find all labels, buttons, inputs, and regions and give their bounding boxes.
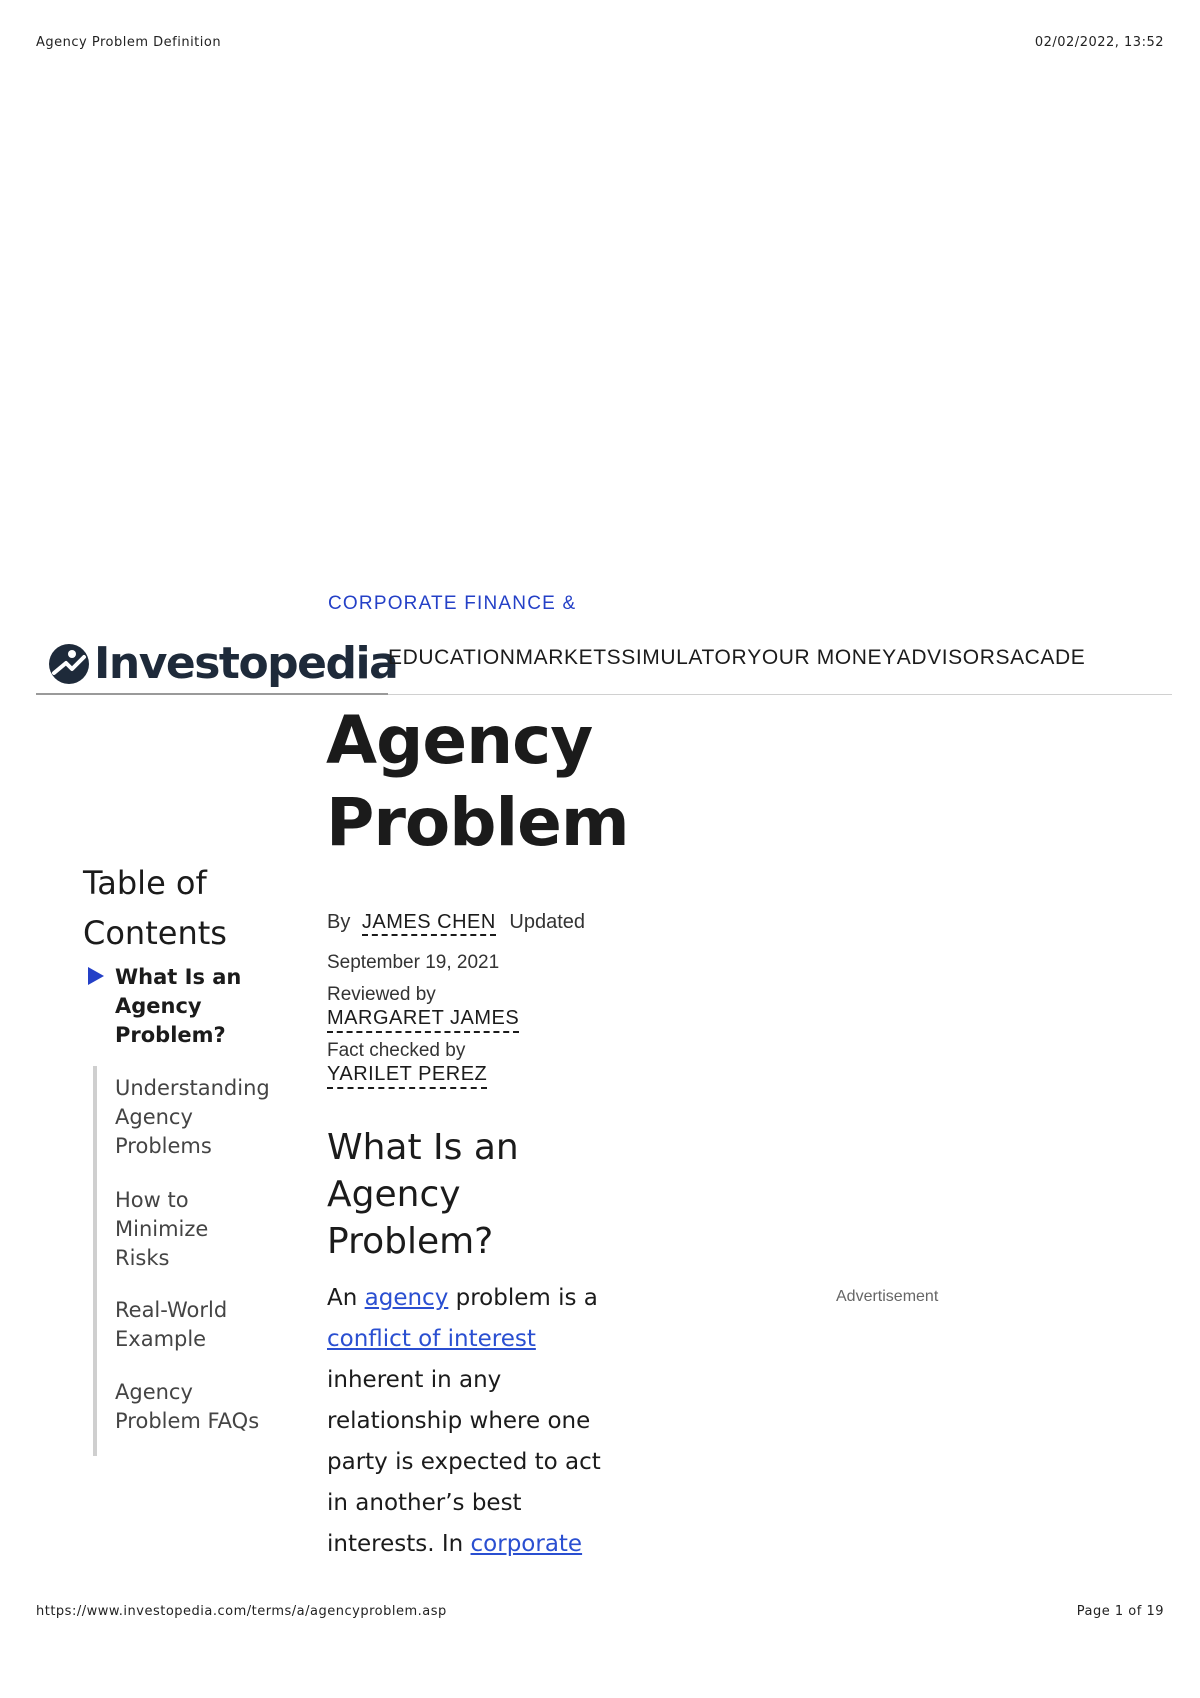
corporate-link[interactable]: corporate bbox=[470, 1531, 583, 1557]
section-heading bbox=[327, 1124, 519, 1265]
body-text: An bbox=[327, 1285, 358, 1311]
body-line: party is expected to act bbox=[327, 1449, 601, 1475]
toc-item-understanding[interactable] bbox=[115, 1074, 270, 1161]
section-heading-line: Problem? bbox=[327, 1221, 494, 1262]
article-title bbox=[326, 700, 629, 864]
print-timestamp: 02/02/2022, 13:52 bbox=[1034, 35, 1164, 50]
author-link[interactable]: JAMES CHEN bbox=[362, 911, 496, 936]
site-logo[interactable] bbox=[48, 638, 397, 689]
triangle-right-icon bbox=[88, 967, 104, 990]
reviewer-link[interactable]: MARGARET JAMES bbox=[327, 1007, 519, 1033]
advertisement-label: Advertisement bbox=[836, 1288, 939, 1305]
section-heading-line: Agency bbox=[327, 1174, 461, 1215]
body-line: inherent in any bbox=[327, 1367, 502, 1393]
reviewed-label: Reviewed by bbox=[327, 984, 436, 1005]
print-page-indicator: Page 1 of 19 bbox=[1076, 1604, 1164, 1619]
toc-item-line: Agency bbox=[115, 1105, 193, 1129]
factcheck-label: Fact checked by bbox=[327, 1040, 466, 1061]
body-line: in another’s best bbox=[327, 1490, 522, 1516]
by-label: By bbox=[327, 911, 351, 933]
body-text: problem is a bbox=[455, 1285, 598, 1311]
toc-title-line: Contents bbox=[83, 914, 227, 952]
body-line bbox=[327, 1524, 627, 1565]
agency-link[interactable]: agency bbox=[364, 1285, 449, 1311]
print-url: https://www.investopedia.com/terms/a/agencyproblem.asp bbox=[36, 1604, 447, 1619]
toc-item-line: Real-World bbox=[115, 1298, 228, 1322]
toc-item-line: Example bbox=[115, 1327, 207, 1351]
toc-item-line: How to bbox=[115, 1188, 189, 1212]
toc-item-line: Agency bbox=[115, 1380, 193, 1404]
toc-item-line: Understanding bbox=[115, 1076, 270, 1100]
toc-item-line: Minimize bbox=[115, 1217, 209, 1241]
section-heading-line: What Is an bbox=[327, 1127, 519, 1168]
article-title-line: Problem bbox=[326, 784, 629, 861]
body-text: interests. In bbox=[327, 1531, 464, 1557]
print-page-title: Agency Problem Definition bbox=[36, 35, 222, 50]
breadcrumb-link[interactable]: CORPORATE FINANCE & bbox=[328, 593, 577, 614]
logo-wordmark: Investopedia bbox=[94, 638, 398, 689]
toc-title bbox=[83, 858, 227, 958]
toc-item-minimize-risks[interactable] bbox=[115, 1186, 208, 1273]
toc-item-line: Problems bbox=[115, 1134, 212, 1158]
updated-date: September 19, 2021 bbox=[327, 952, 500, 973]
nav-academy[interactable]: ACADE bbox=[1010, 646, 1086, 669]
main-nav bbox=[388, 646, 1174, 680]
factchecker-link[interactable]: YARILET PEREZ bbox=[327, 1063, 487, 1089]
article-title-line: Agency bbox=[326, 702, 593, 779]
toc-item-line: Problem FAQs bbox=[115, 1409, 260, 1433]
nav-simulator[interactable]: SIMULATOR bbox=[621, 646, 748, 669]
toc-active-line: What Is an bbox=[115, 965, 242, 989]
body-line: relationship where one bbox=[327, 1408, 591, 1434]
body-line bbox=[327, 1319, 627, 1360]
byline bbox=[327, 908, 585, 936]
toc-rail bbox=[93, 1066, 97, 1456]
toc-active-line: Agency bbox=[115, 994, 202, 1018]
toc-item-real-world[interactable] bbox=[115, 1296, 227, 1354]
nav-markets[interactable]: MARKETS bbox=[515, 646, 622, 669]
article-body bbox=[327, 1278, 627, 1565]
body-line bbox=[327, 1278, 627, 1319]
nav-advisors[interactable]: ADVISORS bbox=[896, 646, 1011, 669]
conflict-of-interest-link[interactable]: conflict of interest bbox=[327, 1326, 536, 1352]
toc-title-line: Table of bbox=[83, 864, 207, 902]
logo-icon bbox=[48, 643, 90, 685]
nav-your-money[interactable]: YOUR MONEY bbox=[747, 646, 897, 669]
nav-education[interactable]: EDUCATION bbox=[388, 646, 516, 669]
toc-active-line: Problem? bbox=[115, 1023, 226, 1047]
toc-item-faqs[interactable] bbox=[115, 1378, 259, 1436]
header-divider-accent bbox=[36, 693, 388, 695]
toc-item-line: Risks bbox=[115, 1246, 170, 1270]
updated-label: Updated bbox=[509, 911, 585, 933]
